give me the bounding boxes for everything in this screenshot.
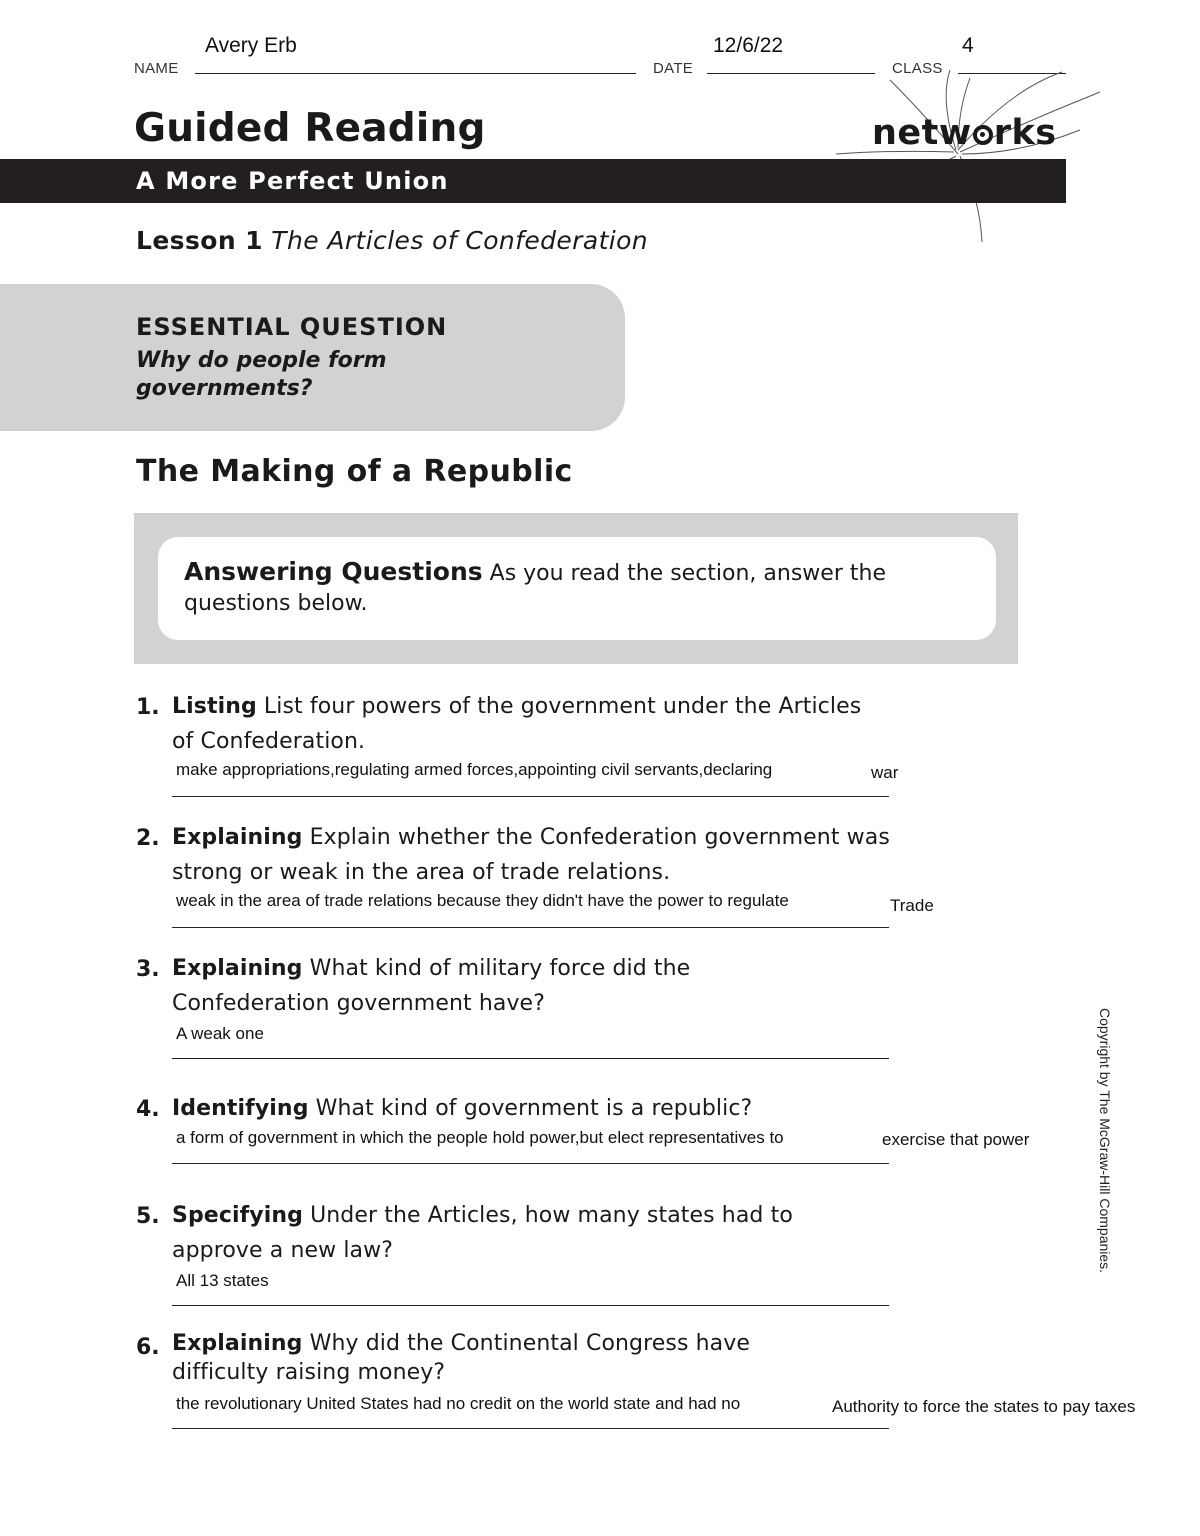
section-title: The Making of a Republic: [136, 454, 573, 489]
answer-6-extra[interactable]: Authority to force the states to pay taxes: [832, 1397, 1136, 1416]
question-5-text: [172, 1198, 862, 1268]
class-value[interactable]: 4: [962, 34, 974, 57]
instructions-box: [134, 513, 1018, 664]
question-6-text: [172, 1329, 812, 1387]
lesson-heading: [136, 226, 648, 255]
name-value[interactable]: Avery Erb: [205, 34, 297, 57]
question-2-number: 2.: [136, 826, 160, 851]
page-title: Guided Reading: [134, 106, 486, 151]
class-label: CLASS: [892, 60, 943, 77]
brand-text-end: rks: [993, 113, 1057, 153]
question-6-number: 6.: [136, 1335, 160, 1360]
answer-1[interactable]: make appropriations,regulating armed forces,appointing civil servants,declaring: [176, 760, 773, 779]
question-4-text: [172, 1091, 872, 1126]
answer-5-line: [172, 1305, 889, 1306]
networks-ring-icon: [973, 125, 993, 145]
question-3-skill: Explaining: [172, 956, 303, 981]
chapter-title: A More Perfect Union: [136, 167, 449, 195]
brand-text-start: netw: [872, 113, 972, 153]
instructions-inner: [158, 537, 996, 640]
question-1-prompt: List four powers of the government under the Articles of Confederation.: [172, 694, 862, 754]
answer-6-line: [172, 1428, 889, 1429]
question-5-number: 5.: [136, 1204, 160, 1229]
answer-3[interactable]: A weak one: [176, 1024, 264, 1043]
instructions-bold: Answering Questions: [184, 557, 483, 586]
instructions-text: [184, 557, 984, 619]
answer-3-line: [172, 1058, 889, 1059]
question-3-number: 3.: [136, 957, 160, 982]
question-2-text: [172, 820, 912, 890]
question-2-prompt: Explain whether the Confederation government was strong or weak in the area of trade relations.: [172, 825, 890, 885]
question-1-number: 1.: [136, 695, 160, 720]
question-5-prompt: Under the Articles, how many states had to approve a new law?: [172, 1203, 793, 1263]
essential-question-label: ESSENTIAL QUESTION: [136, 313, 448, 341]
answer-1-extra[interactable]: war: [871, 763, 899, 782]
networks-logo: [872, 113, 1057, 153]
question-4-number: 4.: [136, 1097, 160, 1122]
chapter-banner: [0, 159, 1066, 203]
lesson-title: The Articles of Confederation: [271, 226, 649, 255]
answer-4[interactable]: a form of government in which the people hold power,but elect representatives to: [176, 1128, 784, 1147]
question-4-skill: Identifying: [172, 1096, 309, 1121]
question-2-skill: Explaining: [172, 825, 303, 850]
question-1-skill: Listing: [172, 694, 257, 719]
answer-4-line: [172, 1163, 889, 1164]
essential-question-box: [0, 284, 625, 431]
name-label: NAME: [134, 60, 179, 77]
question-3-text: [172, 951, 772, 1021]
question-3-prompt: What kind of military force did the Confederation government have?: [172, 956, 691, 1016]
answer-5[interactable]: All 13 states: [176, 1271, 269, 1290]
essential-question-text: Why do people form governments?: [136, 348, 387, 401]
date-label: DATE: [653, 60, 694, 77]
question-6-skill: Explaining: [172, 1331, 303, 1356]
copyright-notice: Copyright by The McGraw-Hill Companies.: [1097, 1008, 1113, 1274]
answer-2[interactable]: weak in the area of trade relations because they didn't have the power to regulate: [176, 891, 789, 910]
question-1-text: [172, 689, 862, 759]
question-4-prompt: What kind of government is a republic?: [315, 1096, 753, 1121]
answer-2-line: [172, 927, 889, 928]
question-6-prompt: Why did the Continental Congress have difficulty raising money?: [172, 1331, 751, 1385]
answer-2-extra[interactable]: Trade: [890, 896, 934, 915]
answer-4-extra[interactable]: exercise that power: [882, 1130, 1030, 1149]
answer-1-line: [172, 796, 889, 797]
answer-6[interactable]: the revolutionary United States had no credit on the world state and had no: [176, 1394, 741, 1413]
date-value[interactable]: 12/6/22: [713, 34, 784, 57]
lesson-number: Lesson 1: [136, 226, 263, 255]
name-line: [195, 73, 636, 74]
instructions-body: As you read the section, answer the questions below.: [184, 561, 886, 616]
question-5-skill: Specifying: [172, 1203, 303, 1228]
